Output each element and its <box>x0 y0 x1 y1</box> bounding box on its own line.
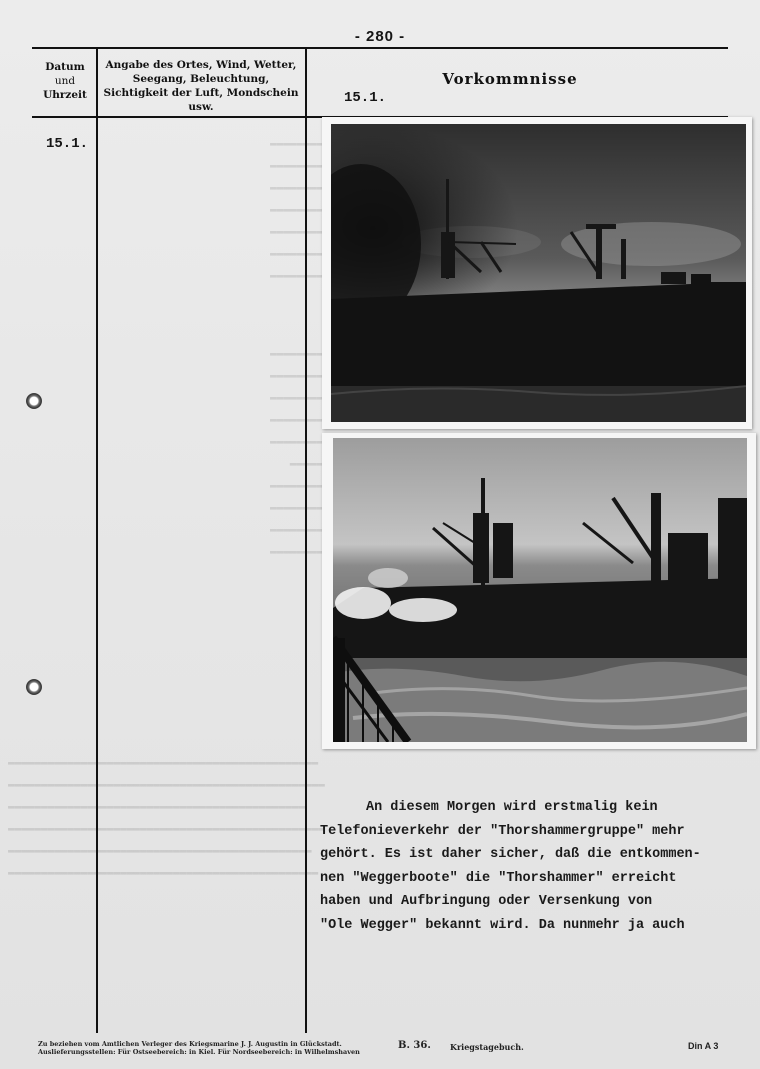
footer-book-name: Kriegstagebuch. <box>450 1042 524 1052</box>
column-divider-1 <box>96 49 98 1033</box>
page-number: - 280 - <box>354 28 406 45</box>
header-angabe: Angabe des Ortes, Wind, Wetter, Seegang, Beleuchtung, Sichtigkeit der Luft, Mondschein usw. <box>103 59 299 113</box>
header-datum-line2: und <box>54 75 76 87</box>
header-date: 15.1. <box>344 90 387 106</box>
paragraph-line: An diesem Morgen wird erstmalig kein <box>366 800 658 815</box>
header-vorkommnisse: Vorkommnisse <box>442 70 578 88</box>
punch-hole-bottom <box>26 679 42 695</box>
bleed-through-texture-3: ▬▬▬▬▬▬▬▬▬▬▬▬▬▬▬▬▬▬▬▬▬▬▬▬▬▬▬▬▬▬▬▬▬▬▬▬▬▬▬▬▬▬▬▬▬▬▬ ▬▬▬▬▬▬▬▬▬▬▬▬▬▬▬▬▬▬▬▬▬▬▬▬▬▬▬▬▬▬▬▬▬▬▬▬▬▬▬▬▬▬▬▬▬▬▬▬ ▬▬▬▬▬▬▬▬▬▬▬▬▬▬▬▬▬▬▬▬▬▬▬▬▬▬▬▬▬▬▬▬▬▬▬▬▬▬▬▬▬▬▬▬▬ ▬▬▬▬▬▬▬▬▬▬▬▬▬▬▬▬▬▬▬▬▬▬▬▬▬▬▬▬▬▬▬▬▬▬▬▬▬▬▬▬▬▬▬▬▬▬▬▬ ▬▬▬▬▬▬▬▬▬▬▬▬▬▬▬▬▬▬▬▬▬▬▬▬▬▬▬▬▬▬▬▬▬▬▬▬▬▬▬▬▬▬▬▬▬▬ ▬▬▬▬▬▬▬▬▬▬▬▬▬▬▬▬▬▬▬▬▬▬▬▬▬▬▬▬▬▬▬▬▬▬▬▬▬▬▬▬▬▬▬▬▬▬▬ <box>8 757 325 879</box>
footer-imprint: Zu beziehen vom Amtlichen Verleger des Kriegsmarine J. J. Augustin in Glückstadt. Auslieferungsstellen: Für Ostseebereich: in Kiel. Für Nordseebereich: in Wilhelmshaven <box>38 1040 360 1056</box>
photo-ship-heavy-sea <box>333 438 747 742</box>
paragraph-line: "Ole Wegger" bekannt wird. Da nunmehr ja auch <box>320 917 685 933</box>
left-column-date: 15.1. <box>46 136 89 152</box>
paragraph-line: nen "Weggerboote" die "Thorshammer" erreicht <box>320 870 677 886</box>
paragraph-line: gehört. Es ist daher sicher, daß die entkommen- <box>320 847 701 862</box>
header-top-rule <box>32 47 728 49</box>
paragraph-line: haben und Aufbringung oder Versenkung von <box>320 894 653 909</box>
footer-din-size: Din A 3 <box>688 1041 719 1051</box>
header-datum <box>34 60 96 102</box>
header-datum-line1: Datum <box>45 61 85 73</box>
paragraph-line: Telefonieverkehr der "Thorshammergruppe" mehr <box>320 823 685 839</box>
header-datum-line3: Uhrzeit <box>43 89 87 101</box>
photo-ship-smoke <box>331 124 746 422</box>
log-entry-paragraph <box>320 796 760 937</box>
punch-hole-top <box>26 393 42 409</box>
column-divider-2 <box>305 49 307 1033</box>
footer-form-number: B. 36. <box>398 1040 431 1051</box>
